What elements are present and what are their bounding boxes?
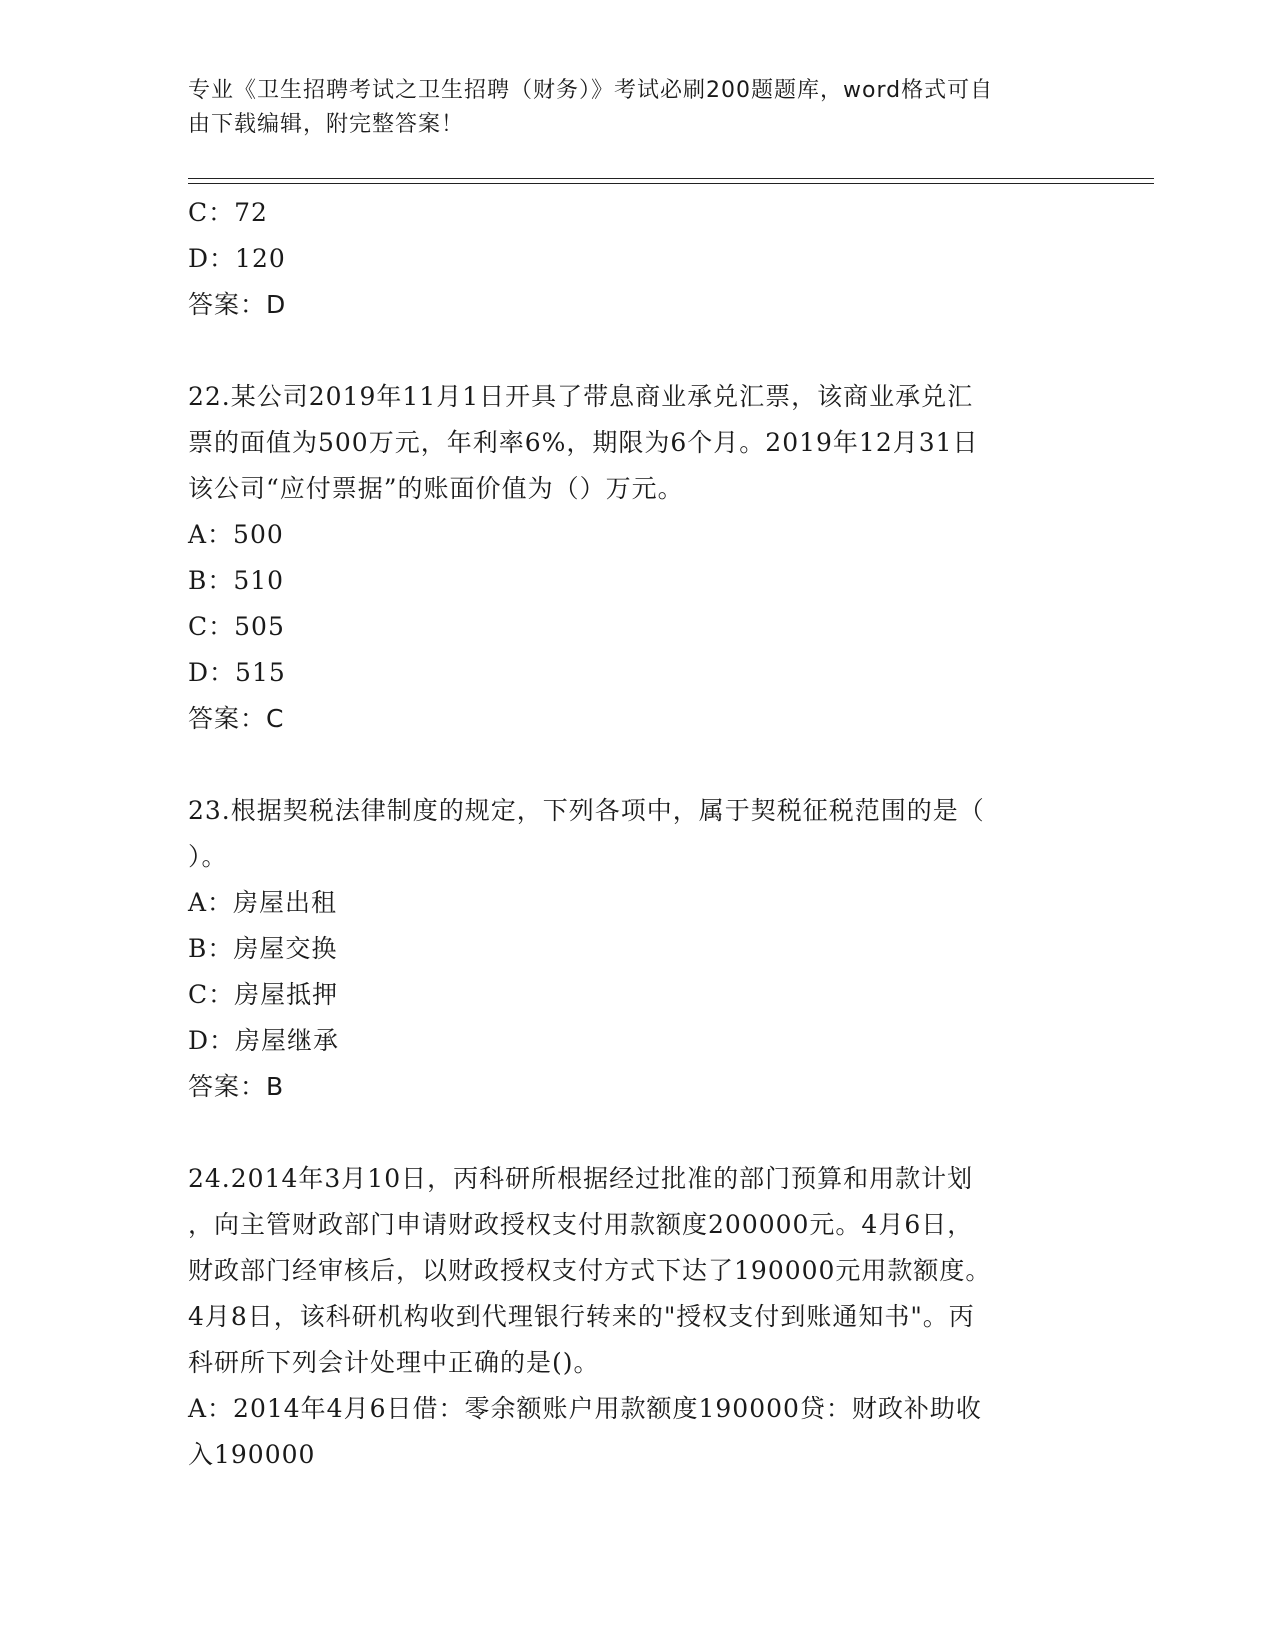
answer-line: 答案：D [188,290,287,319]
spacer [188,328,1088,374]
question-text-line: ）。 [188,842,228,871]
document-body [188,190,1088,1478]
question-text-line: 科研所下列会计处理中正确的是()。 [188,1348,600,1377]
option-a-continued: 入190000 [188,1440,316,1469]
header-rule-bottom [188,183,1154,184]
option-a: A：房屋出租 [188,888,338,917]
question-text-line: 4月8日，该科研机构收到代理银行转来的"授权支付到账通知书"。丙 [188,1302,975,1331]
header-line-2: 由下载编辑，附完整答案！ [188,112,465,137]
option-d: D：120 [188,244,286,273]
spacer [188,1110,1088,1156]
option-b: B：510 [188,566,285,595]
question-text-line: 23.根据契税法律制度的规定，下列各项中，属于契税征税范围的是（ [188,796,985,825]
question-text-line: ，向主管财政部门申请财政授权支付用款额度200000元。4月6日， [188,1210,974,1239]
option-d: D：515 [188,658,286,687]
header-line-1: 专业《卫生招聘考试之卫生招聘（财务）》考试必刷200题题库，word格式可自 [188,78,994,103]
question-24 [188,1156,1088,1478]
header-rule-top [188,178,1154,179]
option-c: C：72 [188,198,268,227]
answer-line: 答案：B [188,1072,285,1101]
question-text-line: 该公司“应付票据”的账面价值为（）万元。 [188,474,684,503]
option-d: D：房屋继承 [188,1026,340,1055]
question-text-line: 22.某公司2019年11月1日开具了带息商业承兑汇票，该商业承兑汇 [188,382,974,411]
option-a: A：2014年4月6日借：零余额账户用款额度190000贷：财政补助收 [188,1394,982,1423]
option-c: C：房屋抵押 [188,980,339,1009]
question-21-tail [188,190,1088,328]
answer-line: 答案：C [188,704,285,733]
question-22 [188,374,1088,742]
question-23 [188,788,1088,1110]
question-text-line: 24.2014年3月10日，丙科研所根据经过批准的部门预算和用款计划 [188,1164,974,1193]
option-a: A：500 [188,520,284,549]
spacer [188,742,1088,788]
document-header [188,74,1068,142]
option-c: C：505 [188,612,285,641]
question-text-line: 财政部门经审核后，以财政授权支付方式下达了190000元用款额度。 [188,1256,992,1285]
option-b: B：房屋交换 [188,934,338,963]
question-text-line: 票的面值为500万元，年利率6%，期限为6个月。2019年12月31日 [188,428,979,457]
